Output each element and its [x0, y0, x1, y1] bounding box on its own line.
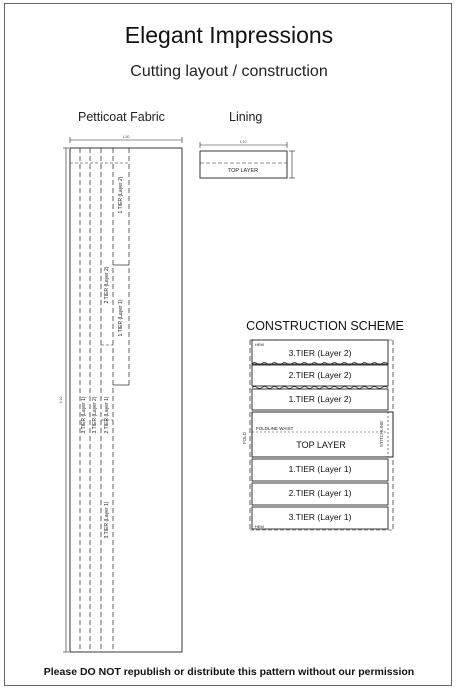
- petticoat-fabric-label: Petticoat Fabric: [78, 110, 165, 124]
- fabric-piece-label: 1.TIER (Layer 2): [118, 176, 124, 214]
- construction-row: 2.TIER (Layer 1): [288, 488, 352, 498]
- fabric-piece-label: 2.TIER (Layer 1): [104, 396, 110, 434]
- fabric-piece-label: 3.TIER (Layer 1): [104, 501, 110, 539]
- page-subtitle: Cutting layout / construction: [130, 63, 328, 80]
- construction-row: 1.TIER (Layer 1): [288, 464, 352, 474]
- lining-label: Lining: [229, 110, 263, 124]
- construction-row: 3.TIER (Layer 2): [288, 348, 352, 358]
- footer-notice: Please DO NOT republish or distribute this pattern without our permission: [43, 666, 415, 678]
- svg-text:1,10: 1,10: [239, 140, 247, 144]
- construction-row: 3.TIER (Layer 1): [288, 512, 352, 522]
- construction-row: 2.TIER (Layer 2): [288, 370, 352, 380]
- construction-row: 1.TIER (Layer 2): [288, 394, 352, 404]
- construction-row: TOP LAYER: [296, 440, 346, 450]
- fabric-piece-label: 3.TIER (Layer 2): [92, 396, 98, 434]
- hem-label-top: HEM: [255, 342, 264, 347]
- hem-label-bottom: HEM: [255, 524, 264, 529]
- svg-text:1,30: 1,30: [122, 135, 130, 139]
- fabric-piece-label: 1.TIER (Layer 1): [118, 299, 124, 337]
- lining-piece-label: TOP LAYER: [227, 168, 259, 174]
- fabric-piece-label: 2.TIER (Layer 2): [104, 266, 110, 304]
- fabric-piece-label: 3.TIER (Layer 1): [81, 396, 87, 434]
- page-title: Elegant Impressions: [124, 22, 334, 48]
- stitchline-label: STITCHLINE: [379, 420, 384, 448]
- construction-scheme: [250, 340, 393, 530]
- fold-label: FOLD: [242, 431, 247, 445]
- svg-text:4,10: 4,10: [59, 396, 63, 404]
- construction-title: CONSTRUCTION SCHEME: [246, 319, 404, 333]
- foldline-waist-label: FOLDLINE WAIST: [256, 426, 294, 431]
